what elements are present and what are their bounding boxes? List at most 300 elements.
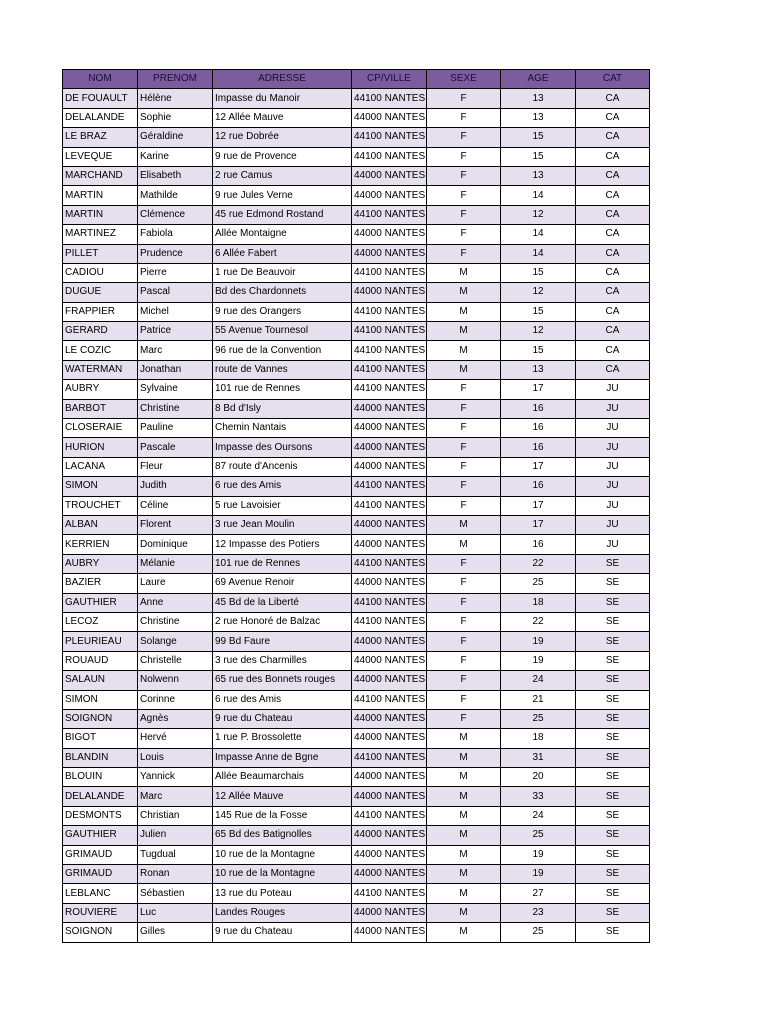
cell-prenom: Pauline <box>138 419 213 438</box>
cell-age: 19 <box>501 632 576 651</box>
cell-nom: MARTINEZ <box>63 225 138 244</box>
cell-nom: MARCHAND <box>63 166 138 185</box>
cell-nom: LACANA <box>63 457 138 476</box>
cell-cat: SE <box>576 709 650 728</box>
cell-prenom: Christelle <box>138 651 213 670</box>
cell-age: 17 <box>501 496 576 515</box>
cell-sexe: F <box>427 671 501 690</box>
cell-sexe: F <box>427 477 501 496</box>
cell-cat: JU <box>576 496 650 515</box>
cell-cp-ville: 44100 NANTES <box>352 690 427 709</box>
cell-cat: JU <box>576 535 650 554</box>
cell-age: 14 <box>501 244 576 263</box>
cell-cp-ville: 44100 NANTES <box>352 612 427 631</box>
header-sexe: SEXE <box>427 70 501 89</box>
cell-age: 16 <box>501 419 576 438</box>
cell-prenom: Géraldine <box>138 128 213 147</box>
cell-adresse: 12 Allée Mauve <box>213 108 352 127</box>
cell-cat: JU <box>576 477 650 496</box>
cell-prenom: Christine <box>138 399 213 418</box>
cell-adresse: Chemin Nantais <box>213 419 352 438</box>
cell-cat: CA <box>576 263 650 282</box>
cell-nom: KERRIEN <box>63 535 138 554</box>
cell-nom: BLANDIN <box>63 748 138 767</box>
cell-nom: GAUTHIER <box>63 826 138 845</box>
cell-age: 17 <box>501 380 576 399</box>
cell-nom: LEVEQUE <box>63 147 138 166</box>
cell-nom: WATERMAN <box>63 360 138 379</box>
cell-cat: CA <box>576 302 650 321</box>
cell-age: 14 <box>501 186 576 205</box>
cell-age: 24 <box>501 671 576 690</box>
table-row <box>63 787 650 806</box>
cell-age: 23 <box>501 903 576 922</box>
cell-nom: GRIMAUD <box>63 845 138 864</box>
cell-sexe: F <box>427 225 501 244</box>
header-age: AGE <box>501 70 576 89</box>
cell-cat: SE <box>576 671 650 690</box>
cell-age: 13 <box>501 166 576 185</box>
cell-sexe: M <box>427 515 501 534</box>
cell-cp-ville: 44000 NANTES <box>352 729 427 748</box>
cell-prenom: Céline <box>138 496 213 515</box>
cell-adresse: 87 route d'Ancenis <box>213 457 352 476</box>
cell-cp-ville: 44000 NANTES <box>352 865 427 884</box>
table-row <box>63 225 650 244</box>
cell-cat: SE <box>576 806 650 825</box>
cell-cat: CA <box>576 225 650 244</box>
cell-prenom: Patrice <box>138 322 213 341</box>
table-row <box>63 865 650 884</box>
cell-cat: SE <box>576 554 650 573</box>
cell-prenom: Laure <box>138 574 213 593</box>
cell-age: 15 <box>501 263 576 282</box>
cell-adresse: 12 rue Dobrée <box>213 128 352 147</box>
cell-sexe: F <box>427 205 501 224</box>
cell-cat: CA <box>576 186 650 205</box>
cell-adresse: 55 Avenue Tournesol <box>213 322 352 341</box>
cell-cp-ville: 44100 NANTES <box>352 496 427 515</box>
cell-adresse: 3 rue des Charmilles <box>213 651 352 670</box>
cell-cp-ville: 44000 NANTES <box>352 166 427 185</box>
table-row <box>63 89 650 108</box>
cell-sexe: F <box>427 128 501 147</box>
cell-age: 21 <box>501 690 576 709</box>
cell-adresse: 101 rue de Rennes <box>213 380 352 399</box>
cell-adresse: 9 rue des Orangers <box>213 302 352 321</box>
cell-sexe: F <box>427 380 501 399</box>
cell-sexe: F <box>427 612 501 631</box>
cell-cat: SE <box>576 768 650 787</box>
cell-nom: DUGUE <box>63 283 138 302</box>
cell-sexe: M <box>427 845 501 864</box>
cell-nom: SIMON <box>63 477 138 496</box>
cell-prenom: Florent <box>138 515 213 534</box>
cell-prenom: Sébastien <box>138 884 213 903</box>
table-row <box>63 768 650 787</box>
cell-prenom: Solange <box>138 632 213 651</box>
cell-age: 15 <box>501 302 576 321</box>
cell-cat: JU <box>576 438 650 457</box>
cell-sexe: F <box>427 690 501 709</box>
cell-nom: PILLET <box>63 244 138 263</box>
cell-nom: PLEURIEAU <box>63 632 138 651</box>
table-row <box>63 147 650 166</box>
cell-cp-ville: 44100 NANTES <box>352 205 427 224</box>
cell-cp-ville: 44100 NANTES <box>352 302 427 321</box>
cell-prenom: Sylvaine <box>138 380 213 399</box>
cell-cat: JU <box>576 515 650 534</box>
table-row <box>63 457 650 476</box>
cell-prenom: Elisabeth <box>138 166 213 185</box>
cell-cat: SE <box>576 865 650 884</box>
cell-adresse: 2 rue Honoré de Balzac <box>213 612 352 631</box>
cell-adresse: 13 rue du Poteau <box>213 884 352 903</box>
cell-sexe: M <box>427 360 501 379</box>
cell-nom: CADIOU <box>63 263 138 282</box>
cell-nom: CLOSERAIE <box>63 419 138 438</box>
table-row <box>63 690 650 709</box>
cell-cp-ville: 44100 NANTES <box>352 147 427 166</box>
cell-nom: TROUCHET <box>63 496 138 515</box>
cell-prenom: Fabiola <box>138 225 213 244</box>
table-row <box>63 496 650 515</box>
cell-sexe: M <box>427 322 501 341</box>
header-nom: NOM <box>63 70 138 89</box>
cell-sexe: F <box>427 709 501 728</box>
spreadsheet-page <box>62 69 650 943</box>
cell-age: 22 <box>501 612 576 631</box>
cell-prenom: Prudence <box>138 244 213 263</box>
cell-sexe: F <box>427 399 501 418</box>
cell-sexe: F <box>427 186 501 205</box>
cell-cat: SE <box>576 826 650 845</box>
cell-sexe: M <box>427 865 501 884</box>
cell-prenom: Anne <box>138 593 213 612</box>
cell-cp-ville: 44000 NANTES <box>352 225 427 244</box>
table-row <box>63 593 650 612</box>
cell-cat: CA <box>576 341 650 360</box>
table-row <box>63 515 650 534</box>
cell-sexe: M <box>427 283 501 302</box>
cell-sexe: F <box>427 147 501 166</box>
cell-cat: CA <box>576 322 650 341</box>
cell-age: 22 <box>501 554 576 573</box>
cell-cat: SE <box>576 593 650 612</box>
cell-cp-ville: 44100 NANTES <box>352 341 427 360</box>
table-row <box>63 554 650 573</box>
cell-prenom: Marc <box>138 787 213 806</box>
cell-adresse: 9 rue du Chateau <box>213 709 352 728</box>
cell-adresse: 65 rue des Bonnets rouges <box>213 671 352 690</box>
cell-nom: LEBLANC <box>63 884 138 903</box>
table-row <box>63 574 650 593</box>
cell-age: 15 <box>501 341 576 360</box>
cell-nom: HURION <box>63 438 138 457</box>
cell-nom: GRIMAUD <box>63 865 138 884</box>
table-row <box>63 671 650 690</box>
cell-cat: SE <box>576 884 650 903</box>
cell-nom: AUBRY <box>63 554 138 573</box>
table-row <box>63 632 650 651</box>
cell-age: 17 <box>501 457 576 476</box>
cell-sexe: F <box>427 593 501 612</box>
cell-adresse: 12 Impasse des Potiers <box>213 535 352 554</box>
cell-adresse: 6 Allée Fabert <box>213 244 352 263</box>
cell-cat: CA <box>576 89 650 108</box>
cell-nom: BARBOT <box>63 399 138 418</box>
cell-age: 13 <box>501 108 576 127</box>
cell-prenom: Gilles <box>138 923 213 942</box>
cell-cp-ville: 44100 NANTES <box>352 806 427 825</box>
cell-cp-ville: 44100 NANTES <box>352 128 427 147</box>
cell-sexe: M <box>427 884 501 903</box>
cell-age: 13 <box>501 360 576 379</box>
table-row <box>63 729 650 748</box>
cell-age: 12 <box>501 322 576 341</box>
cell-sexe: F <box>427 419 501 438</box>
cell-age: 27 <box>501 884 576 903</box>
cell-cp-ville: 44100 NANTES <box>352 884 427 903</box>
cell-prenom: Fleur <box>138 457 213 476</box>
cell-adresse: 10 rue de la Montagne <box>213 865 352 884</box>
table-row <box>63 419 650 438</box>
table-row <box>63 186 650 205</box>
cell-nom: LE COZIC <box>63 341 138 360</box>
cell-nom: FRAPPIER <box>63 302 138 321</box>
header-cp-ville: CP/VILLE <box>352 70 427 89</box>
cell-cp-ville: 44000 NANTES <box>352 903 427 922</box>
cell-cat: SE <box>576 690 650 709</box>
cell-cat: CA <box>576 166 650 185</box>
cell-cat: SE <box>576 787 650 806</box>
cell-adresse: 9 rue de Provence <box>213 147 352 166</box>
cell-cp-ville: 44000 NANTES <box>352 399 427 418</box>
cell-age: 12 <box>501 205 576 224</box>
cell-prenom: Ronan <box>138 865 213 884</box>
cell-age: 20 <box>501 768 576 787</box>
cell-nom: DELALANDE <box>63 787 138 806</box>
cell-cp-ville: 44100 NANTES <box>352 380 427 399</box>
cell-cp-ville: 44000 NANTES <box>352 515 427 534</box>
cell-cp-ville: 44100 NANTES <box>352 554 427 573</box>
cell-adresse: 8 Bd d'Isly <box>213 399 352 418</box>
table-row <box>63 748 650 767</box>
header-cat: CAT <box>576 70 650 89</box>
cell-cat: SE <box>576 574 650 593</box>
table-row <box>63 826 650 845</box>
cell-nom: AUBRY <box>63 380 138 399</box>
table-row <box>63 283 650 302</box>
cell-prenom: Pascal <box>138 283 213 302</box>
cell-nom: ALBAN <box>63 515 138 534</box>
cell-nom: BAZIER <box>63 574 138 593</box>
table-row <box>63 263 650 282</box>
cell-cat: JU <box>576 380 650 399</box>
cell-cat: SE <box>576 748 650 767</box>
header-prenom: PRENOM <box>138 70 213 89</box>
cell-cp-ville: 44000 NANTES <box>352 244 427 263</box>
cell-prenom: Pascale <box>138 438 213 457</box>
cell-nom: MARTIN <box>63 186 138 205</box>
cell-cp-ville: 44100 NANTES <box>352 263 427 282</box>
cell-sexe: F <box>427 632 501 651</box>
cell-nom: SOIGNON <box>63 709 138 728</box>
cell-adresse: 3 rue Jean Moulin <box>213 515 352 534</box>
cell-cat: CA <box>576 205 650 224</box>
cell-nom: BLOUIN <box>63 768 138 787</box>
cell-cp-ville: 44100 NANTES <box>352 89 427 108</box>
cell-prenom: Michel <box>138 302 213 321</box>
table-row <box>63 438 650 457</box>
cell-age: 31 <box>501 748 576 767</box>
cell-cp-ville: 44000 NANTES <box>352 186 427 205</box>
cell-nom: LE BRAZ <box>63 128 138 147</box>
table-row <box>63 651 650 670</box>
cell-age: 19 <box>501 651 576 670</box>
header-adresse: ADRESSE <box>213 70 352 89</box>
cell-sexe: M <box>427 787 501 806</box>
table-row <box>63 477 650 496</box>
cell-age: 18 <box>501 593 576 612</box>
cell-cat: CA <box>576 244 650 263</box>
cell-cat: SE <box>576 729 650 748</box>
cell-nom: SIMON <box>63 690 138 709</box>
table-row <box>63 884 650 903</box>
cell-age: 25 <box>501 574 576 593</box>
cell-adresse: 1 rue P. Brossolette <box>213 729 352 748</box>
cell-age: 13 <box>501 89 576 108</box>
cell-nom: ROUVIERE <box>63 903 138 922</box>
cell-adresse: Impasse des Oursons <box>213 438 352 457</box>
cell-cat: SE <box>576 632 650 651</box>
cell-prenom: Hervé <box>138 729 213 748</box>
cell-prenom: Karine <box>138 147 213 166</box>
cell-nom: BIGOT <box>63 729 138 748</box>
cell-cat: SE <box>576 845 650 864</box>
cell-prenom: Judith <box>138 477 213 496</box>
cell-cp-ville: 44000 NANTES <box>352 923 427 942</box>
cell-adresse: Impasse Anne de Bgne <box>213 748 352 767</box>
cell-sexe: M <box>427 729 501 748</box>
cell-age: 15 <box>501 128 576 147</box>
cell-prenom: Luc <box>138 903 213 922</box>
cell-cat: JU <box>576 457 650 476</box>
cell-cp-ville: 44000 NANTES <box>352 632 427 651</box>
cell-adresse: 45 Bd de la Liberté <box>213 593 352 612</box>
cell-nom: SOIGNON <box>63 923 138 942</box>
table-row <box>63 845 650 864</box>
cell-sexe: M <box>427 535 501 554</box>
cell-nom: MARTIN <box>63 205 138 224</box>
cell-age: 19 <box>501 865 576 884</box>
cell-prenom: Nolwenn <box>138 671 213 690</box>
table-row <box>63 380 650 399</box>
table-row <box>63 399 650 418</box>
cell-cp-ville: 44000 NANTES <box>352 845 427 864</box>
cell-cp-ville: 44000 NANTES <box>352 671 427 690</box>
cell-age: 16 <box>501 399 576 418</box>
cell-adresse: 9 rue du Chateau <box>213 923 352 942</box>
cell-nom: GAUTHIER <box>63 593 138 612</box>
cell-sexe: F <box>427 108 501 127</box>
cell-prenom: Louis <box>138 748 213 767</box>
cell-prenom: Julien <box>138 826 213 845</box>
cell-cat: JU <box>576 419 650 438</box>
cell-adresse: 9 rue Jules Verne <box>213 186 352 205</box>
cell-cp-ville: 44000 NANTES <box>352 419 427 438</box>
cell-prenom: Christian <box>138 806 213 825</box>
cell-prenom: Marc <box>138 341 213 360</box>
cell-adresse: 1 rue De Beauvoir <box>213 263 352 282</box>
cell-adresse: 69 Avenue Renoir <box>213 574 352 593</box>
cell-adresse: Landes Rouges <box>213 903 352 922</box>
cell-cp-ville: 44000 NANTES <box>352 535 427 554</box>
table-row <box>63 709 650 728</box>
cell-adresse: 6 rue des Amis <box>213 690 352 709</box>
table-row <box>63 535 650 554</box>
table-row <box>63 923 650 942</box>
cell-age: 18 <box>501 729 576 748</box>
cell-sexe: M <box>427 302 501 321</box>
table-row <box>63 108 650 127</box>
cell-prenom: Agnès <box>138 709 213 728</box>
cell-cp-ville: 44000 NANTES <box>352 826 427 845</box>
cell-nom: DELALANDE <box>63 108 138 127</box>
cell-sexe: M <box>427 263 501 282</box>
cell-adresse: 101 rue de Rennes <box>213 554 352 573</box>
cell-cp-ville: 44000 NANTES <box>352 438 427 457</box>
cell-sexe: M <box>427 768 501 787</box>
member-table <box>62 69 650 943</box>
cell-prenom: Clémence <box>138 205 213 224</box>
cell-prenom: Mathilde <box>138 186 213 205</box>
cell-adresse: Impasse du Manoir <box>213 89 352 108</box>
cell-age: 17 <box>501 515 576 534</box>
table-row <box>63 205 650 224</box>
table-row <box>63 903 650 922</box>
cell-sexe: M <box>427 826 501 845</box>
cell-cat: CA <box>576 360 650 379</box>
cell-nom: GERARD <box>63 322 138 341</box>
table-row <box>63 244 650 263</box>
cell-age: 16 <box>501 535 576 554</box>
cell-prenom: Jonathan <box>138 360 213 379</box>
cell-cp-ville: 44100 NANTES <box>352 593 427 612</box>
cell-cat: CA <box>576 128 650 147</box>
cell-cat: SE <box>576 923 650 942</box>
cell-sexe: F <box>427 496 501 515</box>
cell-age: 16 <box>501 477 576 496</box>
cell-age: 12 <box>501 283 576 302</box>
header-row <box>63 70 650 89</box>
cell-prenom: Yannick <box>138 768 213 787</box>
cell-sexe: F <box>427 89 501 108</box>
cell-cp-ville: 44000 NANTES <box>352 651 427 670</box>
cell-adresse: 45 rue Edmond Rostand <box>213 205 352 224</box>
cell-sexe: F <box>427 651 501 670</box>
table-row <box>63 806 650 825</box>
cell-adresse: Bd des Chardonnets <box>213 283 352 302</box>
cell-prenom: Mélanie <box>138 554 213 573</box>
cell-adresse: 96 rue de la Convention <box>213 341 352 360</box>
cell-cp-ville: 44100 NANTES <box>352 322 427 341</box>
cell-adresse: 145 Rue de la Fosse <box>213 806 352 825</box>
cell-cat: JU <box>576 399 650 418</box>
table-row <box>63 322 650 341</box>
cell-nom: ROUAUD <box>63 651 138 670</box>
cell-cp-ville: 44000 NANTES <box>352 709 427 728</box>
